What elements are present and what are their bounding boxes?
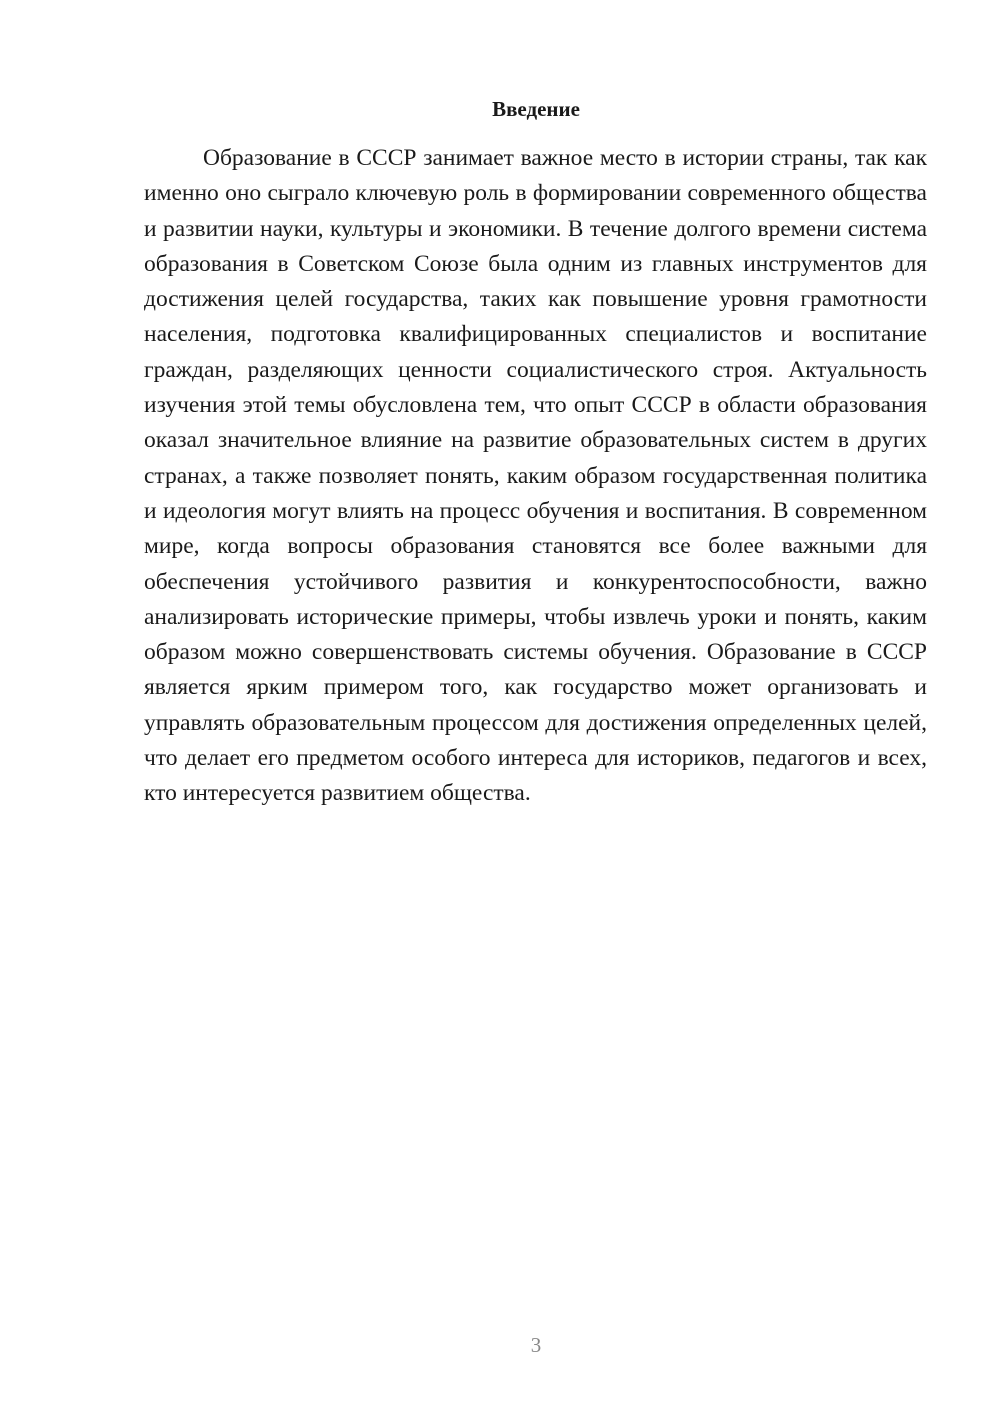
body-paragraph: Образование в СССР занимает важное место в истории страны, так как именно оно сыграло ключевую роль в формировании современного общества и развитии науки, культуры и экономики. В течение долгого времени система образования в Советском Союзе была одним из главных инструментов для достижения целей государства, таких как повышение уровня грамотности населения, подготовка квалифицированных специалистов и воспитание граждан, разделяющих ценности социалистического строя. Актуальность изучения этой темы обусловлена тем, что опыт СССР в области образования оказал значительное влияние на развитие образовательных систем в других странах, а также позволяет понять, каким образом государственная политика и идеология могут влиять на процесс обучения и воспитания. В современном мире, когда вопросы образования становятся все более важными для обеспечения устойчивого развития и конкурентоспособности, важно анализировать исторические примеры, чтобы извлечь уроки и понять, каким образом можно совершенствовать системы обучения. Образование в СССР является ярким примером того, как государство может организовать и управлять образовательным процессом для достижения определенных целей, что делает его предметом особого интереса для историков, педагогов и всех, кто интересуется развитием общества. (144, 145, 927, 807)
section-heading: Введение (492, 97, 580, 121)
page-number: 3 (530, 1333, 542, 1357)
